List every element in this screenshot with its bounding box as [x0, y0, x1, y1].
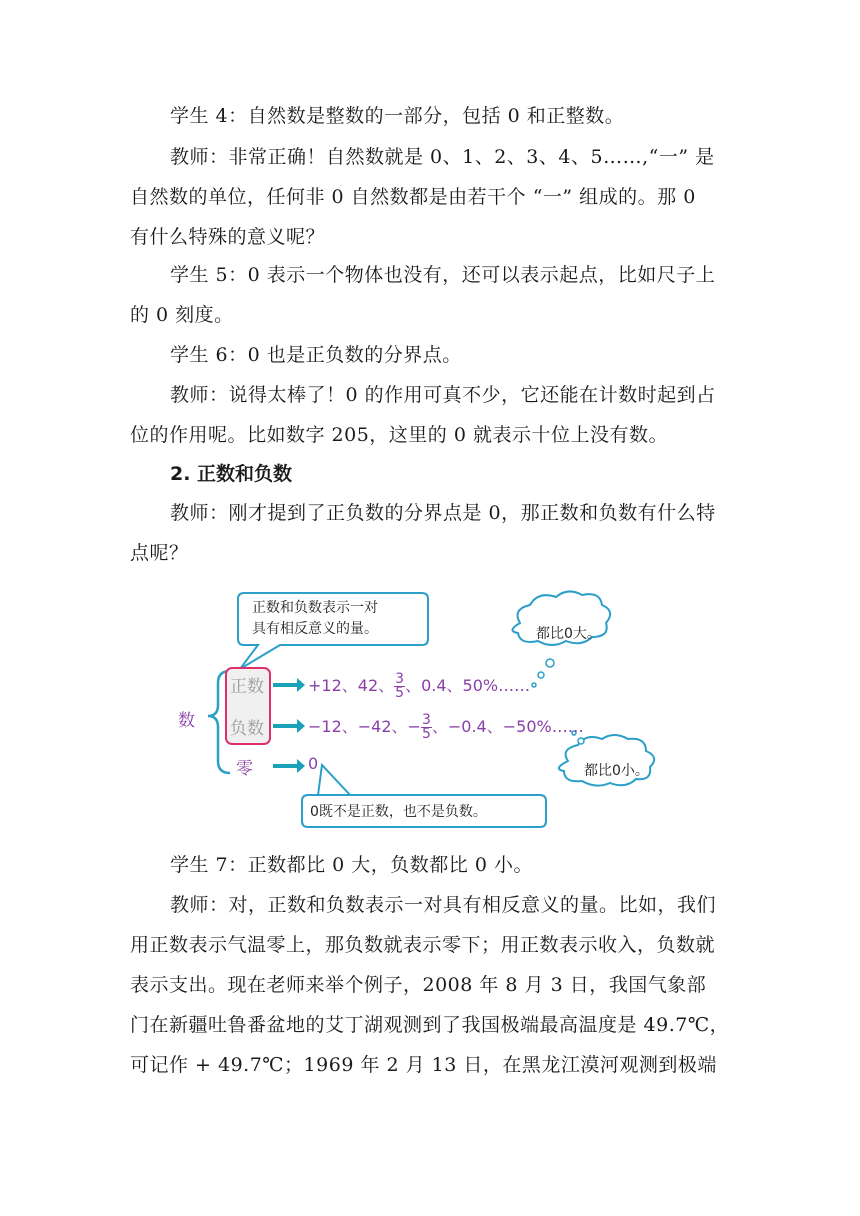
- section-heading: 2. 正数和负数: [170, 463, 293, 485]
- zero-value: 0: [308, 754, 319, 773]
- negative-label: 负数: [230, 719, 264, 739]
- root-label: 数: [178, 711, 195, 731]
- top-callout-text: 正数和负数表示一对 具有相反意义的量。: [252, 600, 378, 637]
- arrow-zero: [273, 759, 305, 773]
- cloud-bottom-text: 都比0小。: [584, 763, 649, 779]
- positive-values: +12、42、 $\frac{3}{5}$ 、0.4、50%……: [308, 671, 531, 701]
- negative-values: −12、−42、− $\frac{3}{5}$ 、−0.4、−50%……: [308, 712, 584, 742]
- bottom-callout-text: 0既不是正数，也不是负数。: [310, 804, 487, 820]
- figure-graphics: [170, 583, 690, 833]
- paragraph-teacher4: 教师：对，正数和负数表示一对具有相反意义的量。比如，我们 用正数表示气温零上，那负数就表示零下；用正数表示收入，负数就 表示支出。现在老师来举个例子，2008 年 8 月 3 日，我国气象部 门在新疆吐鲁番盆地的艾丁湖观测到了我国极端最高温度是 49.7℃， 可记作 + 49.7℃；1969 年 2 月 13 日，在黑龙江漠河观测到极端: [130, 894, 730, 1076]
- zero-label: 零: [236, 759, 253, 779]
- paragraph-teacher2: 教师：说得太棒了！0 的作用可真不少，它还能在计数时起到占 位的作用呢。比如数字 205，这里的 0 就表示十位上没有数。: [130, 384, 716, 446]
- paragraph-student7: 学生 7：正数都比 0 大，负数都比 0 小。: [170, 854, 533, 876]
- paragraph-teacher3: 教师：刚才提到了正负数的分界点是 0，那正数和负数有什么特 点呢？: [130, 502, 716, 564]
- paragraph-student4: 学生 4：自然数是整数的一部分，包括 0 和正整数。: [170, 105, 625, 127]
- negative-fraction: $\frac{3}{5}$: [421, 712, 431, 742]
- cloud-top-text: 都比0大。: [536, 626, 601, 642]
- positive-fraction: $\frac{3}{5}$: [395, 671, 405, 701]
- number-classification-figure: [170, 583, 690, 833]
- paragraph-student5: 学生 5：0 表示一个物体也没有，还可以表示起点，比如尺子上 的 0 刻度。: [130, 264, 716, 326]
- arrow-positive: [273, 678, 305, 692]
- paragraph-student6: 学生 6：0 也是正负数的分界点。: [170, 344, 462, 366]
- arrow-negative: [273, 719, 305, 733]
- positive-label: 正数: [230, 677, 264, 697]
- paragraph-teacher1: 教师：非常正确！自然数就是 0、1、2、3、4、5……,“一” 是 自然数的单位，任何非 0 自然数都是由若干个 “一” 组成的。那 0 有什么特殊的意义呢？: [130, 146, 715, 248]
